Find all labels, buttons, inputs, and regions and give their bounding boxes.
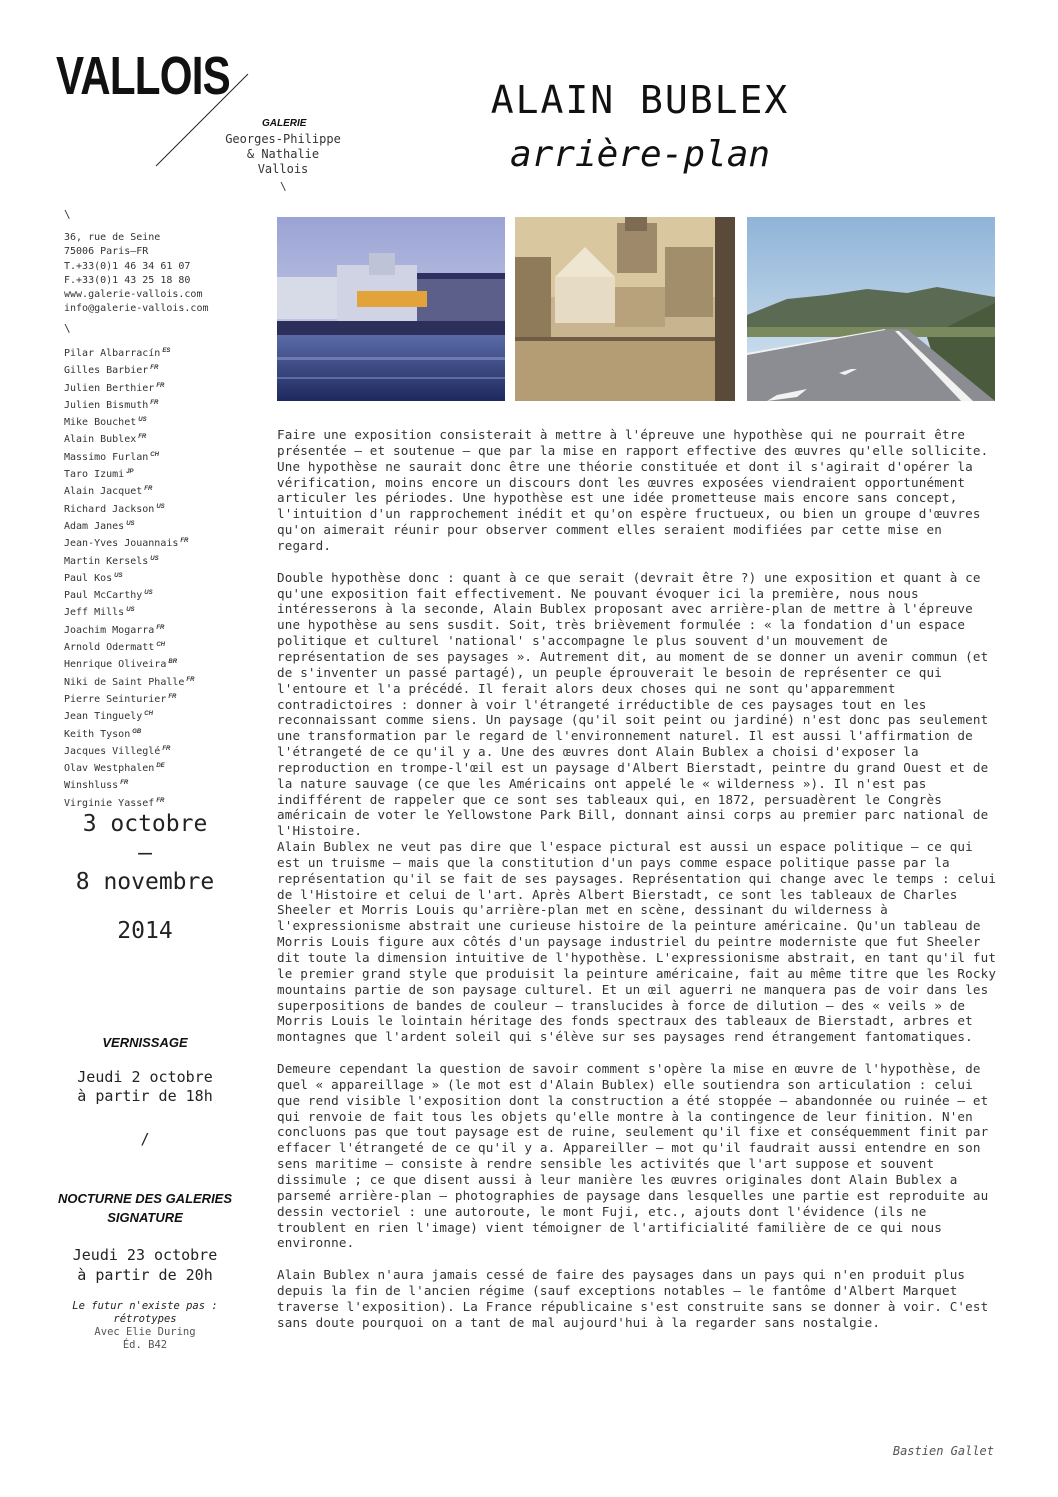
artist-name: Winshluss [64, 780, 119, 792]
artist-name: Arnold Odermatt [64, 642, 155, 654]
artist-name: Julien Berthier [64, 382, 155, 394]
artist-item [64, 776, 194, 793]
artist-item [64, 742, 194, 759]
artist-name: Massimo Furlan [64, 451, 149, 463]
article-paragraph: Alain Bublex n'aura jamais cessé de faire des paysages dans un pays qui n'en produit plus depuis la fin de l'ancien régime (sauf exceptions notables – le fantôme d'Albert Marquet traverse l'exposition). La France républicaine s'est construite sans se donner à voir. C'est sans doute pourquoi on a tant de mal aujourd'hui à la regarder sans nostalgie. [277, 1267, 989, 1330]
artist-name: Gilles Barbier [64, 365, 149, 377]
artist-country-code: FR [156, 382, 165, 389]
artist-country-code: US [114, 572, 123, 579]
nocturne-heading-line2: SIGNATURE [107, 1210, 183, 1225]
nocturne-time: à partir de 20h [77, 1266, 213, 1284]
article-paragraph: Demeure cependant la question de savoir comment s'opère la mise en œuvre de l'hypothèse, de quel « appareillage » (le mot est d'Alain Bublex) elle soutiendra son articulation : celui que rend visible l'exposition dont la construction a été stoppée – abandonnée ou ruinée – et qui renvoie de fait tous les objets qu'elle montre à la contingence de leur finition. N'en concluons pas que tout paysage est de ruine, seulement qu'il fixe et conséquemment finit par effacer l'étrangeté de ce qu'il y a. Appareiller – mot qu'il faudrait aussi entendre en son sens maritime – consiste à rendre sensible les activités que l'art suppose et souvent dissimule ; ce que disent aussi à leur manière les œuvres originales dont Alain Bublex a parsemé arrière-plan – photographies de paysage dans lesquelles une partie est reproduite au dessin vectoriel : une autoroute, le mont Fuji, etc., ajouts dont l'évidence (ils ne troublent en rien l'image) vient témoigner de l'artificialité familière de ce qui nous environne. [277, 1061, 989, 1251]
artist-name: Pilar Albarracín [64, 348, 161, 359]
artist-name: Jeff Mills [64, 607, 125, 619]
vernissage-time: à partir de 18h [77, 1087, 213, 1105]
artist-item [64, 621, 194, 638]
artist-name: Taro Izumi [64, 469, 125, 481]
book-author: Avec Elie During [94, 1326, 196, 1338]
artist-country-code: US [150, 555, 159, 562]
artist-name: Julien Bismuth [64, 399, 149, 411]
artist-name: Jean-Yves Jouannais [64, 538, 179, 550]
artist-item [64, 344, 194, 361]
artwork-image-highway [747, 217, 995, 401]
artist-item [64, 396, 194, 413]
artist-name: Virginie Yassef [64, 797, 155, 809]
book-info [40, 1300, 250, 1352]
artist-item [64, 430, 194, 447]
website-link[interactable]: www.galerie-vallois.com [64, 289, 203, 301]
artwork-image-sheeler-factory [515, 217, 735, 401]
artist-country-code: FR [150, 399, 159, 406]
artist-country-code: FR [120, 780, 129, 787]
artist-country-code: CH [144, 711, 153, 718]
artist-item [64, 552, 194, 569]
artist-country-code: FR [186, 676, 195, 683]
nocturne-heading: NOCTURNE DES GALERIES [57, 1191, 233, 1206]
artist-item [64, 361, 194, 378]
book-publisher: Éd. B42 [122, 1339, 168, 1351]
artist-name: Adam Janes [64, 520, 125, 532]
artist-country-code: FR [144, 486, 153, 493]
address-line: 75006 Paris—FR [64, 246, 149, 258]
artist-country-code: US [156, 503, 165, 510]
artist-country-code: CH [150, 451, 159, 458]
exhibition-start-date: 3 octobre [82, 811, 208, 837]
email-link[interactable]: info@galerie-vallois.com [64, 303, 209, 315]
tick-mark: \ [64, 322, 71, 335]
artist-item [64, 534, 194, 551]
artist-name: Niki de Saint Phalle [64, 676, 185, 688]
artist-item [64, 759, 194, 776]
artist-country-code: FR [156, 624, 165, 631]
artist-item [64, 725, 194, 742]
section-separator: / [140, 1130, 150, 1148]
vernissage-date: Jeudi 2 octobre [77, 1068, 213, 1086]
artist-name: Henrique Oliveira [64, 659, 167, 671]
artist-item [64, 413, 194, 430]
article-author: Bastien Gallet [892, 1444, 994, 1458]
artist-country-code: CH [156, 642, 165, 649]
artist-country-code: GB [132, 728, 142, 735]
galerie-name-line: & Nathalie [246, 147, 320, 161]
artist-name: Richard Jackson [64, 503, 155, 515]
artwork-image-industrial-harbor [277, 217, 505, 401]
gallery-logo: VALLOIS [56, 46, 230, 106]
date-dash: — [138, 840, 152, 866]
artist-name: Jean Tinguely [64, 711, 143, 723]
artist-country-code: ES [162, 348, 171, 354]
artist-country-code: US [126, 607, 135, 614]
artist-name: ALAIN BUBLEX [490, 78, 790, 122]
artist-item [64, 655, 194, 672]
fax-number: F.+33(0)1 43 25 18 80 [64, 274, 191, 286]
article-paragraph: Double hypothèse donc : quant à ce que serait (devrait être ?) une exposition et quant à ce qu'une exposition fait effectivement. Ne pouvant évoquer ici la première, nous nous intéresserons à la seconde, Alain Bublex proposant avec arrière-plan de mettre à l'épreuve une hypothèse au sens susdit. Soit, très brièvement formulée : « la fondation d'un espace politique et culturel 'national' s'accompagne le plus souvent d'un mouvement de représentation de ses paysages ». Autrement dit, au moment de se donner un avenir commun (et de s'inventer un passé partagé), un peuple éprouverait le besoin de représenter ce qui l'entoure et l'a précédé. Il ferait alors deux choses qui ne sont qu'apparemment contradictoires : donner à voir l'étrangeté irréductible de ces paysages tout en les reconnaissant comme siens. Un paysage (qu'il soit peint ou jardiné) n'est donc pas seulement une transformation par le regard de l'environnement naturel. Il est aussi l'affirmation de l'étrangeté de ce qu'il y a. Une des œuvres dont Alain Bublex a choisi d'exposer la reproduction en trompe-l'œil est un paysage d'Albert Bierstadt, peintre du grand Ouest et de la nature sauvage (ce que les Américains ont appelé le « wilderness »). Il n'est pas indifférent de rappeler que ce sont ses tableaux qui, en 1872, persuadèrent le Congrès américain de voter le Yellowstone Park Bill, donnant ainsi corps au premier parc national de l'Histoire. [277, 569, 989, 839]
artist-country-code: US [144, 590, 153, 597]
artist-item [64, 379, 194, 396]
artist-item [64, 500, 194, 517]
artist-item [64, 690, 194, 707]
gallery-address [64, 231, 209, 317]
exhibition-end-date: 8 novembre [75, 869, 215, 895]
vernissage-heading: VERNISSAGE [102, 1035, 188, 1050]
exhibition-title: arrière-plan [509, 134, 771, 175]
artist-country-code: FR [180, 538, 189, 545]
artist-name: Joachim Mogarra [64, 624, 155, 636]
artist-country-code: DE [156, 763, 165, 770]
artist-item [64, 673, 194, 690]
artist-item [64, 707, 194, 724]
artist-country-code: FR [162, 745, 171, 752]
artist-item [64, 448, 194, 465]
article-paragraph: Faire une exposition consisterait à mettre à l'épreuve une hypothèse qui ne pourrait être présentée – et soutenue – que par la mise en rapport effective des œuvres qu'elle sollicite. Une hypothèse ne saurait donc être une théorie constituée et dont il s'agirait d'opérer la vérification, moins encore un discours dont les œuvres exposées viendraient opportunément articuler les périodes. Une hypothèse est une idée prometteuse mais encore sans concept, l'intuition d'un rapprochement inédit et qu'on espère fructueux, ou bien un groupe d'œuvres qu'on aimerait réunir pour observer comment elles seraient modifiées par cette mise en regard. [277, 427, 989, 553]
phone-number: T.+33(0)1 46 34 61 07 [64, 260, 191, 272]
artist-name: Martin Kersels [64, 555, 149, 567]
galerie-name-line: Vallois [257, 162, 309, 176]
artist-name: Alain Jacquet [64, 486, 143, 498]
galerie-label: GALERIE [262, 118, 307, 129]
artist-name: Paul Kos [64, 572, 113, 584]
artist-country-code: FR [138, 434, 147, 441]
book-title-line2: rétrotypes [113, 1313, 177, 1325]
artist-country-code: JP [126, 469, 134, 476]
artist-item [64, 638, 194, 655]
address-line: 36, rue de Seine [64, 232, 161, 243]
artist-list [64, 344, 194, 811]
artist-country-code: FR [156, 797, 165, 804]
artist-country-code: US [138, 417, 147, 424]
article-paragraph: Alain Bublex ne veut pas dire que l'espace pictural est aussi un espace politique – ce qui est un truisme – mais que la constitution d'un pays comme espace politique passe par la représentation qu'il se fait de ses paysages. Représentation qui change avec le temps : celui de l'Histoire et celui de l'art. Après Albert Bierstadt, ce sont les tableaux de Charles Sheeler et Morris Louis qu'arrière-plan met en scène, dessinant du wilderness à l'expressionisme abstrait une curieuse histoire de la peinture américaine. Qu'un tableau de Morris Louis figure aux côtés d'un paysage industriel du peintre moderniste que fut Sheeler dit toute la dimension intuitive de l'hypothèse. L'expressionisme abstrait, en tant qu'il fut le premier grand style que produisit la peinture américaine, fait au même titre que les Rocky mountains partie de son paysage culturel. Et un œil aguerri ne manquera pas de voir dans les superpositions de bandes de couleur – translucides à force de dilution – des « veils » de Morris Louis le lointain héritage des fonds spectraux des tableaux de Bierstadt, arbres et montagnes que l'ardent soleil qui s'élève sur ses paysages rend étrangement fantomatiques. [277, 839, 997, 1045]
artist-name: Jacques Villeglé [64, 745, 161, 757]
artist-item [64, 569, 194, 586]
artist-name: Mike Bouchet [64, 417, 137, 429]
nocturne-date: Jeudi 23 octobre [72, 1246, 218, 1264]
artist-name: Pierre Seinturier [64, 693, 167, 705]
tick-mark: \ [64, 208, 71, 221]
artist-item [64, 465, 194, 482]
tick-mark: \ [280, 180, 287, 193]
artist-item [64, 586, 194, 603]
article-body [277, 427, 997, 1347]
artist-country-code: FR [168, 693, 177, 700]
artist-name: Alain Bublex [64, 434, 137, 446]
artist-country-code: FR [150, 365, 159, 372]
galerie-name [208, 132, 358, 177]
artist-item [64, 603, 194, 620]
artist-name: Paul McCarthy [64, 590, 143, 602]
galerie-name-line: Georges-Philippe [225, 132, 341, 146]
artist-item [64, 517, 194, 534]
artist-name: Keith Tyson [64, 728, 131, 740]
artist-name: Olav Westphalen [64, 763, 155, 775]
artist-item [64, 482, 194, 499]
exhibition-year: 2014 [117, 918, 173, 944]
artist-country-code: US [126, 520, 135, 527]
artist-country-code: BR [168, 659, 178, 666]
book-title: Le futur n'existe pas : [72, 1300, 218, 1312]
artist-item [64, 794, 194, 811]
